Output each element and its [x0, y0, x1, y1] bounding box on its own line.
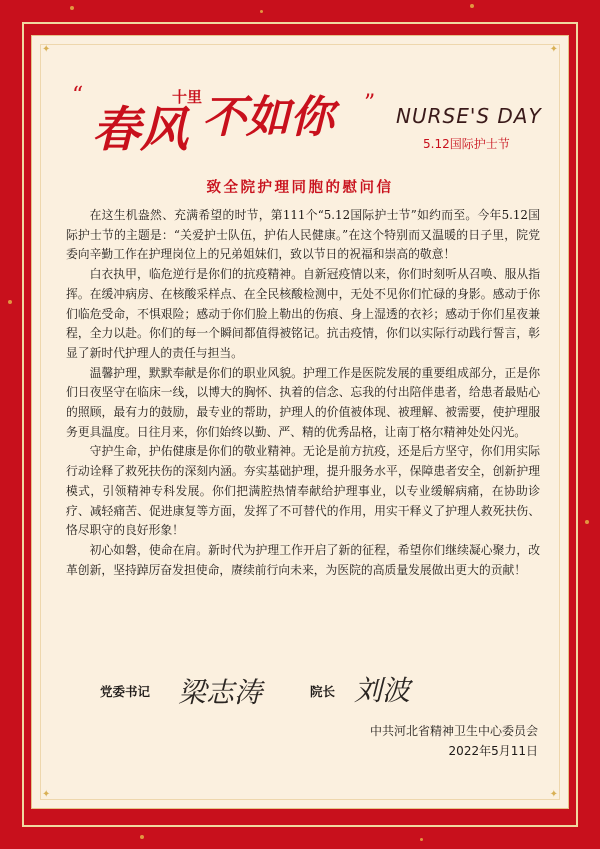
- nurse-day-label: NURSE'S DAY: [396, 104, 542, 128]
- open-quote-mark: “: [72, 83, 84, 108]
- letter-paragraph: 初心如磐，使命在肩。新时代为护理工作开启了新的征程，希望你们继续凝心聚力，改革创新，坚持踔厉奋发担使命，赓续前行向未来，为医院的高质量发展做出更大的贡献！: [66, 542, 540, 577]
- issuing-organization: 中共河北省精神卫生中心委员会: [369, 724, 538, 738]
- close-quote-mark: ”: [364, 91, 376, 116]
- signature-row: [66, 668, 546, 718]
- corner-ornament: ✦: [42, 44, 51, 55]
- headline-svg: [72, 72, 402, 162]
- background-sparkle: [260, 10, 263, 13]
- letter-paragraph: 守护生命，护佑健康是你们的敬业精神。无论是前方抗疫，还是后方坚守，你们用实际行动诠释了救死扶伤的深刻内涵。夯实基础护理，提升服务水平，保障患者安全，创新护理模式，引领精神专科发展。你们把满腔热情奉献给护理事业，以专业缓解病痛，在协助诊疗、减轻痛苦、促进康复等方面，发挥了不可替代的作用，用实干释义了护理人救死扶伤、恪尽职守的良好形象！: [66, 444, 540, 538]
- letter-paragraph: 白衣执甲，临危逆行是你们的抗疫精神。自新冠疫情以来，你们时刻听从召唤、服从指挥。在缓冲病房、在核酸采样点、在全民核酸检测中，无处不见你们忙碌的身影。感动于你们临危受命，不惧艰险；感动于你们脸上勒出的伤痕、身上湿透的衣衫；感动于你们星夜兼程，全力以赴。你们的每一个瞬间都值得被铭记。抗击疫情，你们以实际行动践行誓言，彰显了新时代护理人的责任与担当。: [66, 267, 540, 360]
- secretary-signature-name: 梁志涛: [178, 676, 263, 709]
- nurse-day-date: 5.12国际护士节: [423, 137, 510, 151]
- letter-title: 致全院护理同胞的慰问信: [206, 179, 394, 196]
- secretary-signature: [174, 668, 294, 714]
- headline-calligraphy: [72, 72, 402, 162]
- letter-date: 2022年5月11日: [448, 744, 538, 758]
- letter-body: [66, 206, 540, 580]
- corner-ornament: ✦: [549, 789, 558, 800]
- background-sparkle: [140, 835, 144, 839]
- headline-main: 春风: [92, 102, 189, 158]
- letter-paragraph: 温馨护理，默默奉献是你们的职业风貌。护理工作是医院发展的重要组成部分，正是你们日夜坚守在临床一线，以博大的胸怀、执着的信念、忘我的付出陪伴患者，给患者最贴心的照顾，最有力的鼓励，最专业的帮助，护理人的价值被体现、被理解、被需要，使护理服务更具温度。日往月来，你们始终以勤、严、精的优秀品格，让南丁格尔精神处处闪光。: [66, 365, 540, 439]
- president-label: 院长: [310, 684, 336, 699]
- background-sparkle: [585, 520, 589, 524]
- president-signature: [350, 668, 460, 714]
- background-sparkle: [470, 4, 474, 8]
- background-sparkle: [420, 838, 423, 841]
- headline-tail: 不如你: [202, 92, 334, 143]
- president-signature-name: 刘波: [354, 674, 411, 707]
- background-sparkle: [70, 6, 74, 10]
- corner-ornament: ✦: [549, 44, 558, 55]
- corner-ornament: ✦: [42, 789, 51, 800]
- letter-paragraph: 在这生机盎然、充满希望的时节，第111个“5.12国际护士节”如约而至。今年5.12国际护士节的主题是：“关爱护士队伍，护佑人民健康。”在这个特别而又温暖的日子里，院党委向辛勤工作在护理岗位上的兄弟姐妹们，致以节日的祝福和崇高的敬意！: [66, 208, 540, 262]
- background-sparkle: [8, 300, 12, 304]
- headline-small: 十里: [172, 88, 203, 106]
- secretary-label: 党委书记: [100, 684, 151, 699]
